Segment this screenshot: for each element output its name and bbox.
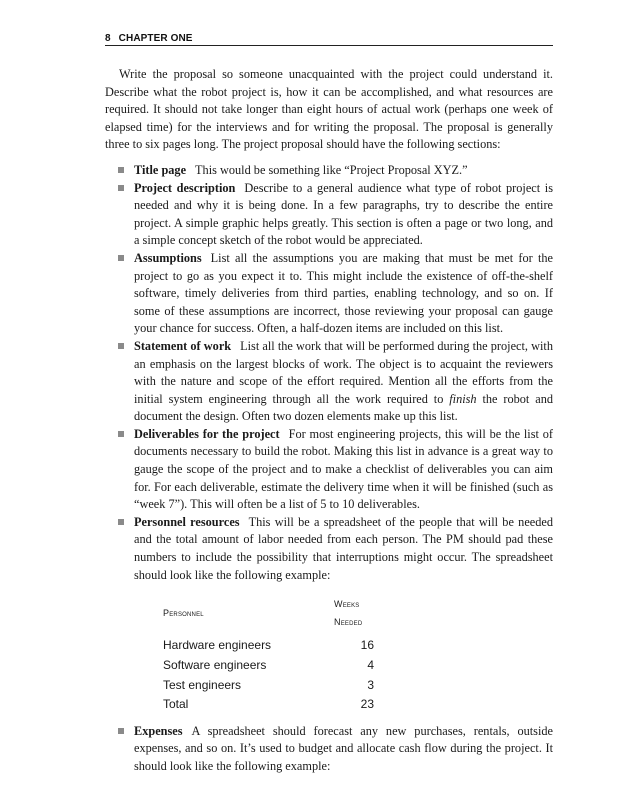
body-text — [105, 66, 553, 776]
section-text: This would be something like “Project Proposal XYZ.” — [195, 162, 468, 177]
list-item — [105, 426, 553, 514]
intro-paragraph: Write the proposal so someone unacquainted with the project could understand it. Describe what the robot project is, how it can be accomplished, and what resources are required. It should not take longer than eight hours of actual work (perhaps one week of elapsed time) for the interviews and for writing the proposal. The proposal is generally three to six pages long. The project proposal should have the following sections: — [105, 67, 553, 152]
section-text: A spreadsheet should forecast any new purchases, rentals, outside expenses, and so on. It’s used to budget and allocate cash flow during the project. It should look like the following example: — [134, 723, 553, 773]
page-number: 8 — [105, 33, 111, 44]
table-row — [163, 695, 374, 715]
square-bullet-icon — [118, 255, 124, 261]
weeks-needed: 16 — [360, 638, 374, 653]
square-bullet-icon — [118, 167, 124, 173]
section-term: Deliverables for the project — [134, 426, 280, 441]
square-bullet-icon — [118, 431, 124, 437]
section-term: Assumptions — [134, 250, 202, 265]
list-item — [105, 338, 553, 426]
weeks-needed-total: 23 — [360, 697, 374, 712]
square-bullet-icon — [118, 728, 124, 734]
table-header-row — [163, 596, 374, 636]
personnel-role: Hardware engineers — [163, 638, 272, 653]
list-item — [105, 162, 553, 180]
section-text-emphasis: finish — [449, 391, 477, 406]
section-text: Describe to a general audience what type of robot project is needed and why it is being done. In a few paragraphs, try to describe the entire project. A simple graphic helps greatly. This section is often a page or two long, and a simple concept sketch of the robot would be appreciated. — [134, 180, 554, 248]
column-header-personnel: Personnel — [163, 608, 204, 619]
weeks-needed: 4 — [367, 658, 374, 672]
section-text-before: List all the work that will be performed during the project, with an emphasis on the largest blocks of work. The object is to acquaint the reviewers with the nature and scope of the effort required. Mention all the efforts from the initial system engineering through all the work required to — [134, 338, 553, 406]
square-bullet-icon — [118, 343, 124, 349]
section-text: For most engineering projects, this will be the list of documents necessary to build the robot. Making this list in advance is a great way to gauge the scope of the project and to make a checklist of deliverables you can aim for. For each deliverable, estimate the delivery time when it will be finished (such as “week 7”). This will often be a list of 5 to 10 deliverables. — [134, 426, 554, 512]
section-text: List all the assumptions you are making that must be met for the project to go as you expect it to. This might include the existence of off-the-shelf software, timely deliveries from third parties, enabling technology, and so on. If some of these assumptions are incorrect, those reviewing your proposal can gauge your chance for success. Often, a half-dozen items are included on this list. — [134, 250, 553, 336]
column-header-weeks: Weeks Needed — [334, 599, 363, 627]
personnel-total-label: Total — [163, 697, 189, 712]
square-bullet-icon — [118, 519, 124, 525]
table-row — [163, 676, 374, 696]
personnel-role: Test engineers — [163, 677, 242, 692]
weeks-needed: 3 — [367, 677, 374, 692]
list-item — [105, 250, 553, 338]
section-term: Project description — [134, 180, 236, 195]
header-rule — [105, 45, 553, 46]
section-text-after: the robot and document the design. Often two dozen elements make up this list. — [134, 391, 553, 424]
personnel-role: Software engineers — [163, 658, 267, 672]
square-bullet-icon — [118, 185, 124, 191]
section-text: This will be a spreadsheet of the people that will be needed and the total amount of labor needed from each person. The PM should pad these numbers to include the possibility that interruptions might occur. The spreadsheet should look like the following example: — [134, 514, 553, 582]
section-term: Personnel resources — [134, 514, 240, 529]
running-head — [105, 33, 553, 45]
list-item — [105, 180, 553, 250]
list-item — [105, 723, 553, 776]
personnel-table — [163, 596, 374, 715]
table-row — [163, 656, 374, 676]
table-row — [163, 636, 374, 656]
section-term: Expenses — [134, 723, 183, 738]
section-term: Statement of work — [134, 338, 232, 353]
chapter-title: CHAPTER ONE — [118, 33, 193, 44]
list-item — [105, 514, 553, 715]
section-list — [105, 162, 553, 776]
section-term: Title page — [134, 162, 187, 177]
